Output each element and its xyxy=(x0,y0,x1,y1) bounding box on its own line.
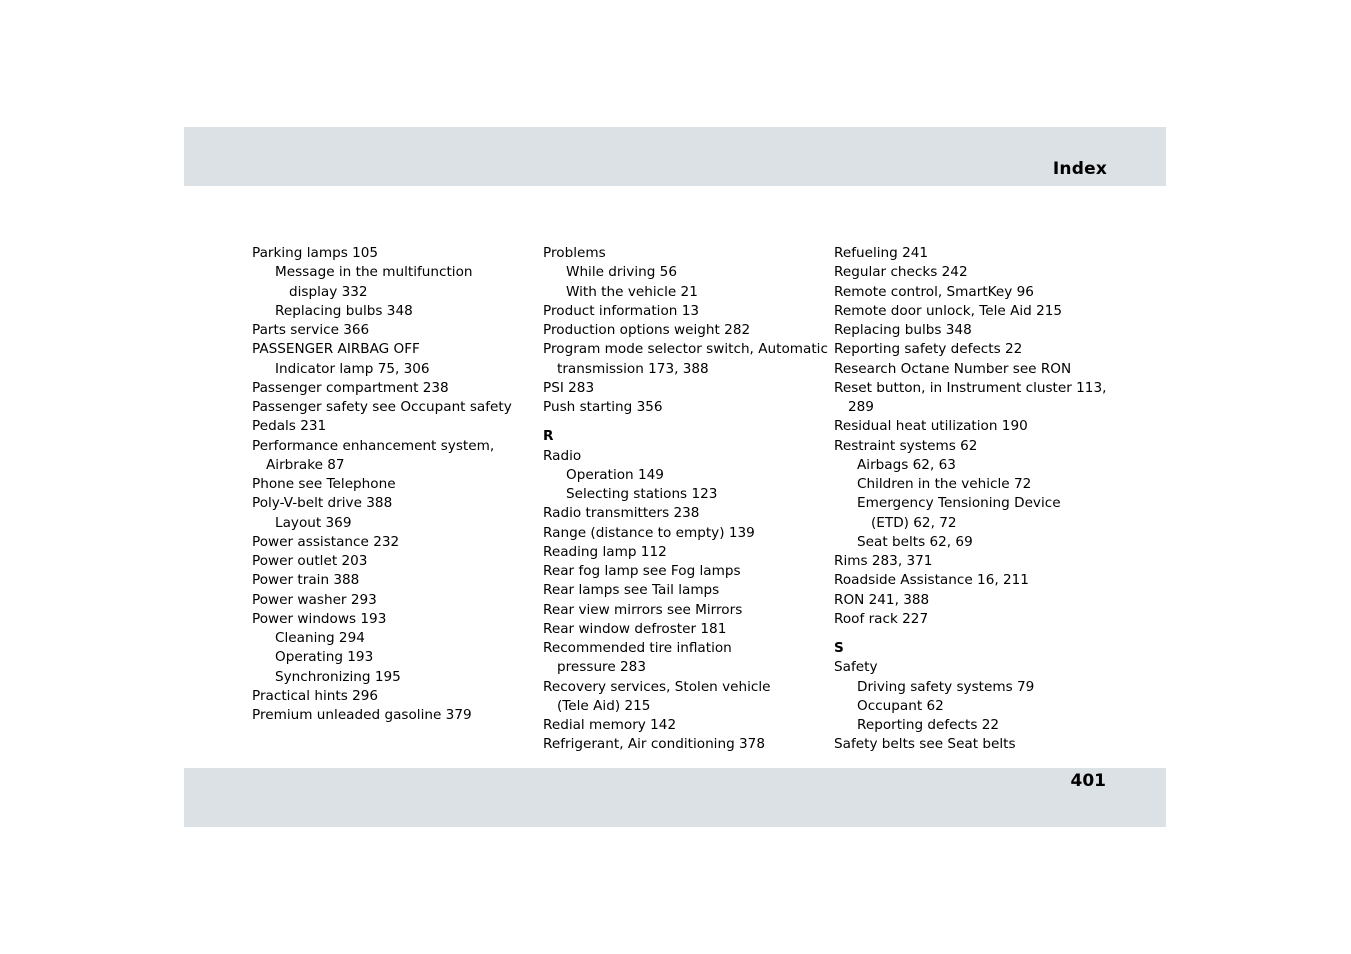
index-entry: Selecting stations 123 xyxy=(566,486,718,502)
index-entry: Rear window defroster 181 xyxy=(543,620,727,637)
index-entry: display 332 xyxy=(289,283,368,300)
index-entry: Refueling 241 xyxy=(834,245,929,261)
index-entry: Product information 13 xyxy=(543,302,700,319)
index-entry: Roof rack 227 xyxy=(834,610,929,627)
index-entry: Premium unleaded gasoline 379 xyxy=(252,707,472,723)
index-entry: RON 241, 388 xyxy=(834,591,930,608)
index-entry: Parking lamps 105 xyxy=(252,245,379,261)
index-entry: Recommended tire inflation xyxy=(543,640,732,656)
index-entry: Operation 149 xyxy=(566,466,664,483)
index-entry: (ETD) 62, 72 xyxy=(871,514,957,531)
index-entry: Pedals 231 xyxy=(252,418,327,435)
index-entry: Synchronizing 195 xyxy=(275,668,401,685)
index-entry: Rear lamps see Tail lamps xyxy=(543,582,720,599)
index-entry: pressure 283 xyxy=(557,659,646,676)
index-entry: Residual heat utilization 190 xyxy=(834,418,1028,435)
index-entry: Research Octane Number see RON xyxy=(834,360,1072,377)
page-title: Index xyxy=(1052,159,1107,179)
index-column-1 xyxy=(252,244,522,725)
index-column-3 xyxy=(834,244,1107,755)
index-entry: Cleaning 294 xyxy=(275,630,365,646)
index-entry: Refrigerant, Air conditioning 378 xyxy=(543,736,765,753)
index-entry: Emergency Tensioning Device xyxy=(857,495,1061,512)
index-entry: Power outlet 203 xyxy=(252,553,368,569)
index-entry: Remote door unlock, Tele Aid 215 xyxy=(834,302,1063,319)
index-entry: Reset button, in Instrument cluster 113, xyxy=(834,379,1107,396)
index-entry: Message in the multifunction xyxy=(275,264,473,281)
index-entry: Practical hints 296 xyxy=(252,687,379,704)
index-entry: Problems xyxy=(543,245,606,261)
index-entry: Reading lamp 112 xyxy=(543,543,667,560)
index-entry: Radio xyxy=(543,447,582,464)
index-entry: Program mode selector switch, Automatic xyxy=(543,341,828,358)
index-entry: Range (distance to empty) 139 xyxy=(543,524,755,541)
index-entry: Regular checks 242 xyxy=(834,264,968,281)
index-entry: Airbags 62, 63 xyxy=(857,456,956,473)
index-entry: Safety xyxy=(834,659,878,676)
index-entry: Seat belts 62, 69 xyxy=(857,533,973,550)
index-entry: Passenger compartment 238 xyxy=(252,379,449,396)
footer-band xyxy=(184,768,1166,827)
index-entry: Rear fog lamp see Fog lamps xyxy=(543,563,741,579)
index-entry: Power assistance 232 xyxy=(252,533,400,550)
index-entry: Roadside Assistance 16, 211 xyxy=(834,572,1029,589)
index-entry: Recovery services, Stolen vehicle xyxy=(543,678,771,695)
index-entry: Airbrake 87 xyxy=(266,456,345,473)
index-letter-heading: R xyxy=(543,428,554,445)
index-entry: Indicator lamp 75, 306 xyxy=(275,360,430,377)
index-letter-heading: S xyxy=(834,640,844,656)
index-entry: Phone see Telephone xyxy=(252,476,396,492)
index-column-2 xyxy=(543,244,828,755)
index-entry: Redial memory 142 xyxy=(543,717,677,733)
index-entry: transmission 173, 388 xyxy=(557,360,709,377)
index-entry: 289 xyxy=(848,399,874,415)
index-entry: Reporting safety defects 22 xyxy=(834,341,1023,358)
index-entry: Driving safety systems 79 xyxy=(857,678,1035,695)
index-entry: Children in the vehicle 72 xyxy=(857,476,1032,492)
index-entry: Push starting 356 xyxy=(543,399,663,415)
index-entry: Occupant 62 xyxy=(857,697,944,714)
index-entry: Poly-V-belt drive 388 xyxy=(252,495,393,512)
index-entry: Restraint systems 62 xyxy=(834,437,978,454)
index-entry: Operating 193 xyxy=(275,649,374,666)
index-entry: Rims 283, 371 xyxy=(834,553,933,569)
index-entry: Passenger safety see Occupant safety xyxy=(252,399,512,415)
index-entry: Performance enhancement system, xyxy=(252,437,495,454)
index-entry: Replacing bulbs 348 xyxy=(275,302,413,319)
index-entry: PASSENGER AIRBAG OFF xyxy=(252,341,420,358)
page-number: 401 xyxy=(1070,771,1106,791)
index-entry: Radio transmitters 238 xyxy=(543,505,700,522)
index-entry: Production options weight 282 xyxy=(543,322,751,338)
index-entry: Safety belts see Seat belts xyxy=(834,736,1016,753)
index-entry: Power windows 193 xyxy=(252,610,387,627)
index-entry: Reporting defects 22 xyxy=(857,717,1000,733)
index-entry: Power washer 293 xyxy=(252,591,377,608)
header-band xyxy=(184,127,1166,186)
index-entry: Replacing bulbs 348 xyxy=(834,322,972,338)
index-entry: With the vehicle 21 xyxy=(566,283,698,300)
index-entry: Parts service 366 xyxy=(252,322,370,338)
index-entry: Layout 369 xyxy=(275,514,352,531)
index-entry: PSI 283 xyxy=(543,379,595,396)
index-entry: Remote control, SmartKey 96 xyxy=(834,283,1034,300)
index-entry: Power train 388 xyxy=(252,572,360,589)
index-entry: Rear view mirrors see Mirrors xyxy=(543,601,743,618)
index-entry: While driving 56 xyxy=(566,264,677,281)
index-entry: (Tele Aid) 215 xyxy=(557,697,651,714)
